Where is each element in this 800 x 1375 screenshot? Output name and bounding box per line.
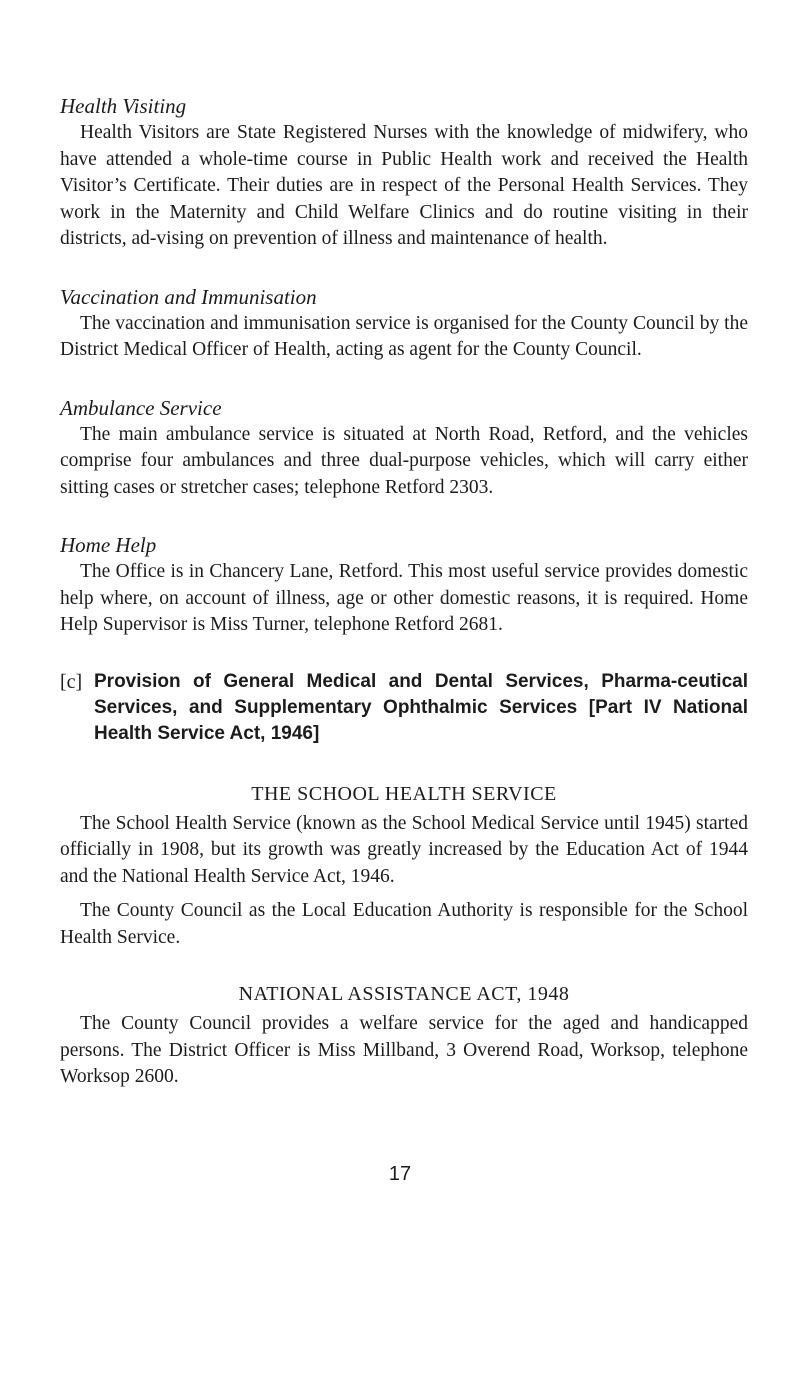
section-ambulance	[60, 394, 748, 502]
heading-vaccination: Vaccination and Immunisation	[60, 284, 317, 309]
paragraph-ambulance: The main ambulance service is situated at North Road, Retford, and the vehicles comprise four ambulances and three dual-purpose vehicles, which will carry either sitting cases or stretcher cases; telephone Retford 2303.	[60, 423, 748, 498]
paragraph-school-health-2: The County Council as the Local Education Authority is responsible for the School Health Service.	[60, 900, 748, 948]
heading-school-health: THE SCHOOL HEALTH SERVICE	[251, 782, 557, 805]
paragraph-school-health-1: The School Health Service (known as the School Medical Service until 1945) started officially in 1908, but its growth was greatly increased by the Education Act of 1944 and the National Health Service Act, 1946.	[60, 812, 748, 887]
section-vaccination	[60, 283, 748, 364]
section-school-health	[60, 781, 748, 952]
heading-health-visiting: Health Visiting	[60, 94, 187, 118]
part-c-label: [c]	[60, 670, 83, 693]
paragraph-home-help: The Office is in Chancery Lane, Retford. This most useful service provides domestic help where, on account of illness, age or other domestic reasons, it is required. Home Help Supervisor is Miss Turner, telephone Retford 2681.	[60, 561, 748, 635]
paragraph-health-visiting: Health Visitors are State Registered Nurses with the knowledge of midwifery, who have attended a whole-time course in Public Health work and received the Health Visitor’s Certificate. Their duties are in respect of the Personal Health Services. They work in the Maternity and Child Welfare Clinics and do routine visiting in their districts, ad-vising on prevention of illness and maintenance of health.	[60, 122, 748, 249]
heading-home-help: Home Help	[60, 533, 157, 557]
heading-national-assistance: NATIONAL ASSISTANCE ACT, 1948	[238, 983, 570, 1005]
page-content	[60, 92, 748, 1121]
section-health-visiting	[60, 92, 748, 253]
paragraph-national-assistance: The County Council provides a welfare service for the aged and handicapped persons. The District Officer is Miss Millband, 3 Overend Road, Worksop, telephone Worksop 2600.	[60, 1013, 748, 1087]
page-number: 17	[388, 1163, 412, 1185]
part-c-title: Provision of General Medical and Dental Services, Pharma-ceutical Services, and Supplementary Ophthalmic Services [Part IV National Health Service Act, 1946]	[94, 670, 748, 744]
section-national-assistance	[60, 981, 748, 1091]
section-part-c	[60, 669, 748, 747]
section-home-help	[60, 531, 748, 639]
heading-ambulance: Ambulance Service	[60, 395, 222, 420]
paragraph-vaccination: The vaccination and immunisation service is organised for the County Council by the District Medical Officer of Health, acting as agent for the County Council.	[60, 312, 748, 360]
